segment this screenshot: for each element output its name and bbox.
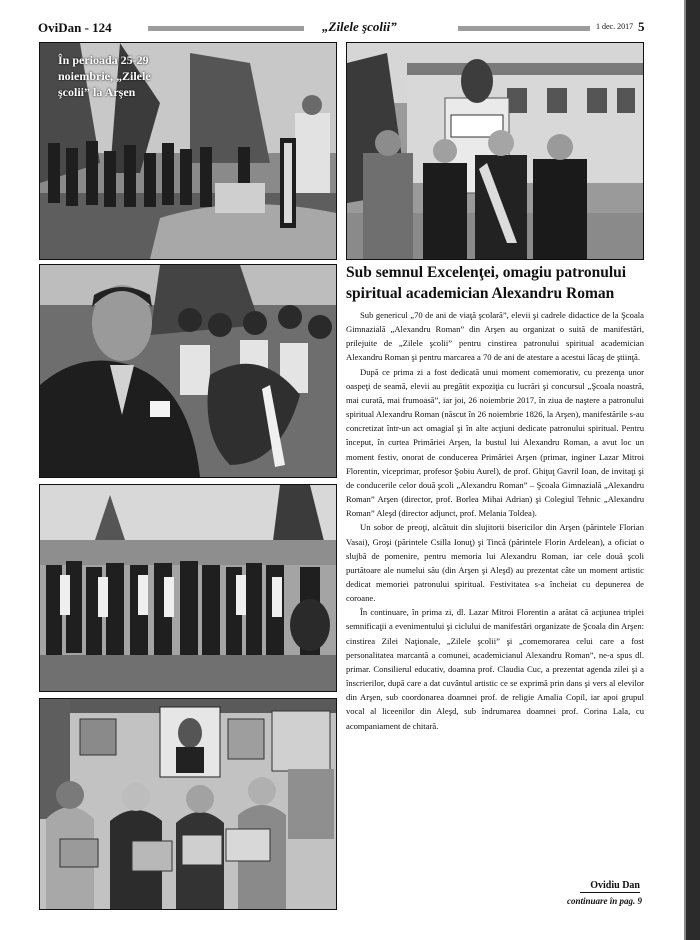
photo-caption: În perioada 25-29 noiembrie, „Zilele şcolii” la Arşen: [58, 53, 151, 99]
article-body: [346, 308, 644, 733]
header-rule-left: [148, 26, 304, 31]
article-paragraph: Sub genericul „70 de ani de viaţă şcolară”, elevii şi cadrele didactice de la Şcoala Gimnazială „Alexandru Roman” din Arşen au organizat o suită de manifestări, prilejuite de „Zilele şcolii” pentru cinstirea patronului spiritual academician Alexandru Roman şi pentru marcarea a 70 de ani de atestare a acestui lăcaş de ştiinţă.: [346, 310, 644, 363]
article-paragraph: Un sobor de preoţi, alcătuit din slujitorii bisericilor din Arşen (părintele Florian Vasai), Groşi (părintele Csilla Ionuţ) şi Tincă (părintele Florin Ardelean), a oficiat o slujbă de pomenire, pentru memoria lui Alexandru Roman, iar cele două şcoli purtătoare ale numelui său (din Arşen şi Aleşd) au prezentat câte un moment artistic dedicat memoriei patronului spiritual. Festivitatea s-a încheiat cu depunerea de coroane.: [346, 522, 644, 604]
issue-date: 1 dec. 2017: [596, 22, 634, 31]
article-author: Ovidiu Dan: [580, 880, 640, 893]
page-header: [38, 18, 644, 38]
article-paragraph: În continuare, în prima zi, dl. Lazar Mitroi Florentin a arătat că acţiunea triplei semnificaţii a evenimentului şi ciclului de manifestări organizate de Şcoala din Arşen: cinstirea Zilei Naţionale, „Zilele şcolii” şi „comemorarea celui care a fost personalitatea marcantă a comunei, academicianul Alexandru Roman”, ne-a spus dl. primar. Consilierul educativ, doamna prof. Claudia Cuc, a prezentat agenda zilei şi a înscrierilor, după care a dat cuvântul artistic ce se exprimă prin dans şi vers al elevilor din Arşen, sub coordonarea doamnei prof. de religie Amalia Copil, iar apoi grupul vocal al liceenilor din Aleşd, sub îndrumarea doamnei prof. Corina Lala, cu acompaniament de chitară.: [346, 607, 644, 731]
article-paragraph: După ce prima zi a fost dedicată unui moment comemorativ, cu prezenţa unor oaspeţi de seamă, elevii au pregătit expoziţia cu lucrări şi concursul „Şcoala noastră, mai curată, mai frumoasă”, iar joi, 26 noiembrie 2017, în ziua de naştere a patronului spiritual Alexandru Roman (născut în 26 noiembrie 1826, la Arşen), manifestările s-au concretizat într-un act omagial şi în alte acţiuni dedicate patronului spiritual. Pentru început, în curtea Primăriei Arşen, la bustul lui Alexandru Roman, a avut loc un moment festiv, onorat de conducerea Primăriei Arşen (primar, inginer Lazar Mitroi Florentin, viceprimar, profesor Şobiu Aurel), de prof. Ghiţuţ Gavril Ioan, de invitaţi şi de conducerile celor două şcoli „Alexandru Roman” – Şcoala Gimnazială „Alexandru Roman” Arşen (director, prof. Borlea Mihai Adrian) şi Colegiul Tehnic „Alexandru Roman” Aleşd (director adjunct, prof. Melania Toldea).: [346, 366, 644, 519]
header-rule-right: [458, 26, 590, 31]
photo-officials-bust: [346, 42, 644, 260]
page-edge-strip: [686, 0, 700, 940]
section-title: „Zilele şcolii”: [322, 19, 397, 34]
continued-note: continuare în pag. 9: [566, 896, 642, 906]
photo-teachers-diplomas: [39, 698, 337, 910]
article-headline: Sub semnul Excelenţei, omagiu patronului spiritual academician Alexandru Roman: [346, 264, 627, 302]
photo-man-wreath: [39, 264, 337, 478]
photo-folk-group: [39, 484, 337, 692]
publication-issue: OviDan - 124: [38, 20, 112, 35]
page-number: 5: [638, 19, 645, 34]
